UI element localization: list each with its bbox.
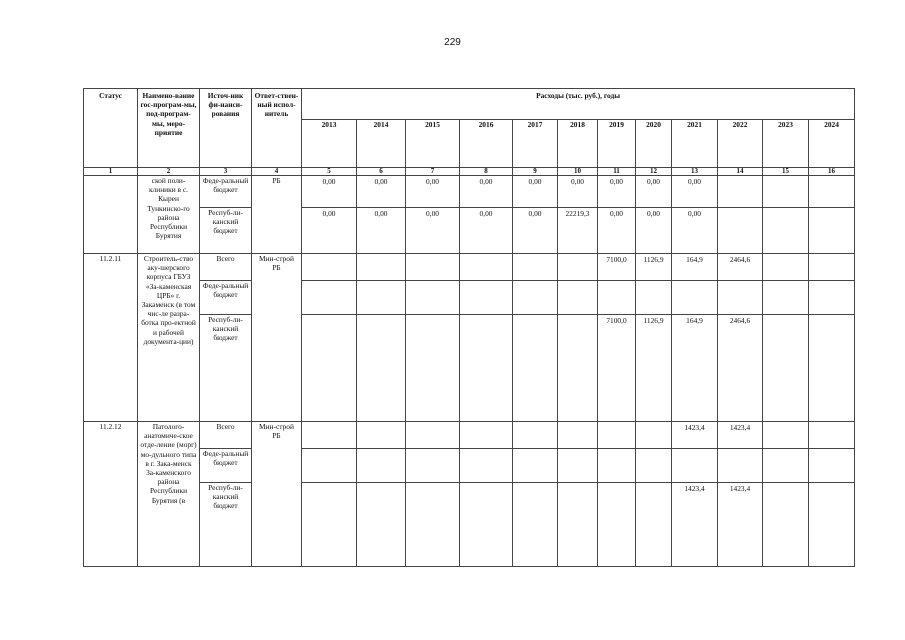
header-row — [84, 89, 855, 120]
value-cell — [763, 176, 809, 208]
value-cell — [763, 281, 809, 315]
executor-cell: Мин-строй РБ — [252, 254, 302, 422]
value-cell — [460, 315, 513, 422]
value-cell: 0,00 — [406, 176, 460, 208]
value-cell — [302, 422, 357, 449]
column-number: 2 — [138, 168, 200, 176]
value-cell — [718, 208, 763, 254]
value-cell — [357, 422, 406, 449]
value-cell — [598, 483, 636, 567]
value-cell — [302, 315, 357, 422]
column-number: 3 — [200, 168, 252, 176]
value-cell — [460, 449, 513, 483]
value-cell — [763, 449, 809, 483]
status-cell — [84, 176, 138, 254]
year-header: 2015 — [406, 120, 460, 168]
value-cell: 0,00 — [302, 176, 357, 208]
column-number: 16 — [809, 168, 855, 176]
value-cell — [357, 483, 406, 567]
year-header: 2020 — [636, 120, 672, 168]
value-cell: 0,00 — [558, 176, 598, 208]
value-cell — [636, 449, 672, 483]
value-cell: 0,00 — [672, 208, 718, 254]
value-cell — [672, 281, 718, 315]
value-cell — [406, 449, 460, 483]
column-number: 4 — [252, 168, 302, 176]
value-cell: 1423,4 — [718, 483, 763, 567]
value-cell — [763, 315, 809, 422]
source-cell: Феде-ральный бюджет — [200, 176, 252, 208]
source-cell: Респуб-ли-канский бюджет — [200, 208, 252, 254]
year-header: 2014 — [357, 120, 406, 168]
value-cell — [718, 449, 763, 483]
value-cell: 0,00 — [406, 208, 460, 254]
status-header: Статус — [84, 89, 138, 168]
table-row — [84, 315, 855, 422]
table-row — [84, 208, 855, 254]
value-cell: 1423,4 — [672, 483, 718, 567]
measure-name-cell: Патолого-анатомиче-ское отде-ление (морг) мо-дульного типа в г. Зака-менск За-каменского района Республики Бурятия (в — [138, 422, 200, 567]
year-header: 2021 — [672, 120, 718, 168]
year-header: 2017 — [513, 120, 558, 168]
value-cell — [558, 281, 598, 315]
value-cell — [763, 483, 809, 567]
value-cell — [513, 422, 558, 449]
value-cell: 0,00 — [672, 176, 718, 208]
name-header: Наимено-вание гос-програм-мы, под-програм-мы, меро-приятие — [138, 89, 200, 168]
value-cell: 1126,9 — [636, 254, 672, 281]
source-cell: Всего — [200, 254, 252, 281]
value-cell — [460, 483, 513, 567]
column-number: 14 — [718, 168, 763, 176]
value-cell — [302, 449, 357, 483]
value-cell: 0,00 — [460, 208, 513, 254]
value-cell — [809, 449, 855, 483]
table-row — [84, 254, 855, 281]
value-cell: 1126,9 — [636, 315, 672, 422]
column-number-row — [84, 168, 855, 176]
value-cell — [672, 449, 718, 483]
column-number: 13 — [672, 168, 718, 176]
value-cell — [598, 449, 636, 483]
value-cell — [406, 315, 460, 422]
table-row — [84, 483, 855, 567]
value-cell — [598, 281, 636, 315]
executor-cell: РБ — [252, 176, 302, 254]
value-cell: 7100,0 — [598, 254, 636, 281]
value-cell: 1423,4 — [718, 422, 763, 449]
value-cell: 0,00 — [598, 208, 636, 254]
value-cell — [636, 281, 672, 315]
value-cell — [558, 315, 598, 422]
value-cell — [460, 254, 513, 281]
value-cell — [718, 281, 763, 315]
value-cell: 0,00 — [357, 208, 406, 254]
source-cell: Респуб-ли-канский бюджет — [200, 483, 252, 567]
status-cell: 11.2.11 — [84, 254, 138, 422]
value-cell: 164,9 — [672, 254, 718, 281]
value-cell — [513, 281, 558, 315]
column-number: 7 — [406, 168, 460, 176]
value-cell: 22219,3 — [558, 208, 598, 254]
value-cell: 0,00 — [302, 208, 357, 254]
value-cell — [598, 422, 636, 449]
value-cell — [357, 449, 406, 483]
value-cell — [558, 483, 598, 567]
column-number: 1 — [84, 168, 138, 176]
value-cell — [406, 254, 460, 281]
column-number: 12 — [636, 168, 672, 176]
table-row — [84, 176, 855, 208]
value-cell — [809, 483, 855, 567]
value-cell — [809, 315, 855, 422]
value-cell: 2464,6 — [718, 254, 763, 281]
value-cell — [513, 315, 558, 422]
column-number: 6 — [357, 168, 406, 176]
column-number: 5 — [302, 168, 357, 176]
source-cell: Всего — [200, 422, 252, 449]
table-row — [84, 422, 855, 449]
value-cell — [357, 315, 406, 422]
value-cell — [302, 254, 357, 281]
year-header: 2018 — [558, 120, 598, 168]
value-cell — [558, 254, 598, 281]
value-cell: 0,00 — [636, 208, 672, 254]
value-cell: 1423,4 — [672, 422, 718, 449]
column-number: 15 — [763, 168, 809, 176]
value-cell: 0,00 — [636, 176, 672, 208]
status-cell: 11.2.12 — [84, 422, 138, 567]
value-cell: 0,00 — [513, 176, 558, 208]
year-header: 2019 — [598, 120, 636, 168]
value-cell — [460, 281, 513, 315]
value-cell — [513, 254, 558, 281]
table-row — [84, 449, 855, 483]
value-cell — [718, 176, 763, 208]
year-header: 2022 — [718, 120, 763, 168]
value-cell — [763, 254, 809, 281]
budget-table — [83, 88, 855, 567]
year-header: 2024 — [809, 120, 855, 168]
value-cell — [809, 176, 855, 208]
value-cell — [636, 422, 672, 449]
value-cell — [513, 483, 558, 567]
value-cell — [357, 254, 406, 281]
value-cell — [809, 208, 855, 254]
value-cell: 164,9 — [672, 315, 718, 422]
value-cell — [558, 422, 598, 449]
value-cell — [763, 208, 809, 254]
value-cell: 0,00 — [598, 176, 636, 208]
value-cell — [460, 422, 513, 449]
year-header: 2013 — [302, 120, 357, 168]
value-cell: 7100,0 — [598, 315, 636, 422]
column-number: 10 — [558, 168, 598, 176]
executor-cell: Мин-строй РБ — [252, 422, 302, 567]
measure-name-cell: Строитель-ство аку-шерского корпуса ГБУЗ «За-каменская ЦРБ» г. Закаменск (в том чис-ле разра-ботка про-ектной и рабочей документа-ции) — [138, 254, 200, 422]
value-cell — [809, 422, 855, 449]
source-cell: Респуб-ли-канский бюджет — [200, 315, 252, 422]
value-cell — [302, 281, 357, 315]
column-number: 9 — [513, 168, 558, 176]
expenses-header: Расходы (тыс. руб.), годы — [302, 89, 855, 120]
source-header: Источ-ник фи-нанси-рования — [200, 89, 252, 168]
source-cell: Феде-ральный бюджет — [200, 281, 252, 315]
column-number: 8 — [460, 168, 513, 176]
value-cell — [558, 449, 598, 483]
source-cell: Феде-ральный бюджет — [200, 449, 252, 483]
year-header: 2023 — [763, 120, 809, 168]
value-cell — [406, 422, 460, 449]
value-cell — [809, 281, 855, 315]
column-number: 11 — [598, 168, 636, 176]
value-cell — [636, 483, 672, 567]
page-number: 229 — [444, 37, 461, 48]
year-header: 2016 — [460, 120, 513, 168]
value-cell — [357, 281, 406, 315]
value-cell — [763, 422, 809, 449]
table-row — [84, 281, 855, 315]
value-cell: 0,00 — [357, 176, 406, 208]
value-cell — [513, 449, 558, 483]
value-cell: 0,00 — [513, 208, 558, 254]
value-cell — [406, 483, 460, 567]
value-cell — [302, 483, 357, 567]
value-cell — [809, 254, 855, 281]
executor-header: Ответ-ствен-ный испол-нитель — [252, 89, 302, 168]
value-cell: 0,00 — [460, 176, 513, 208]
value-cell — [406, 281, 460, 315]
measure-name-cell: ской поли-клиники в с. Кырен Тункинско-го района Республики Бурятия — [138, 176, 200, 254]
value-cell: 2464,6 — [718, 315, 763, 422]
